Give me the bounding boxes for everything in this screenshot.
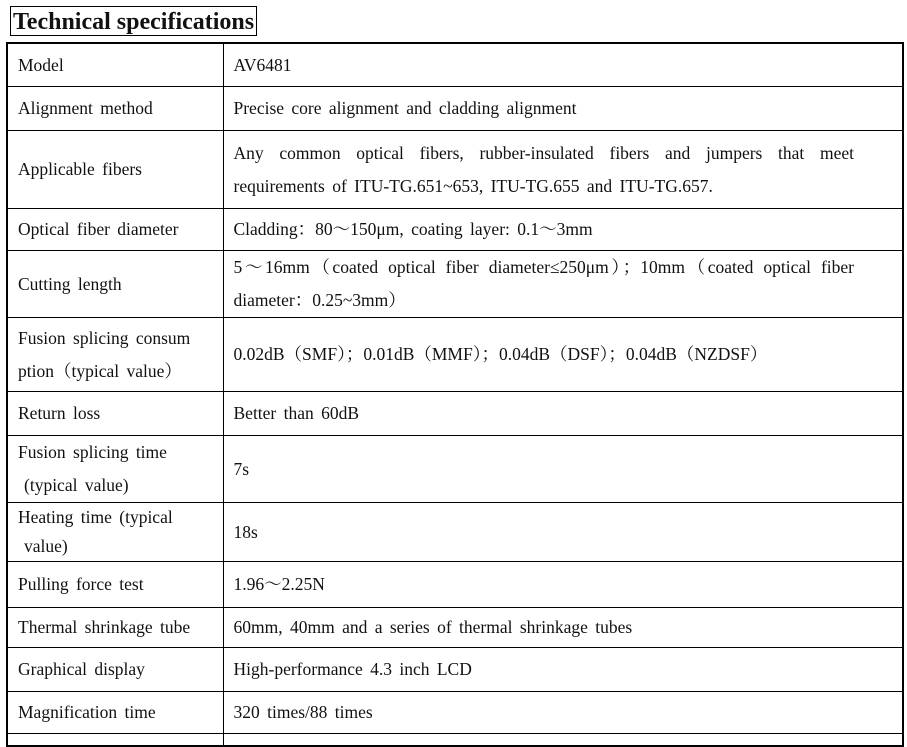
spec-label: Thermal shrinkage tube [7, 608, 223, 648]
spec-label-line: Fusion splicing time [18, 442, 167, 462]
spec-value: 1.96～2.25N [223, 562, 903, 608]
spec-value: 320 times/88 times [223, 692, 903, 734]
table-row [7, 692, 903, 734]
page-title: Technical specifications [10, 6, 257, 36]
spec-value: Cladding：80～150μm, coating layer: 0.1～3mm [223, 209, 903, 251]
spec-label [7, 436, 223, 503]
spec-label: Return loss [7, 392, 223, 436]
spec-label-line: value) [24, 536, 68, 556]
table-row [7, 648, 903, 692]
table-row [7, 392, 903, 436]
table-row [7, 131, 903, 209]
spec-label: Magnification time [7, 692, 223, 734]
table-row [7, 562, 903, 608]
spec-label: Pulling force test [7, 562, 223, 608]
spec-label-line: (typical value) [24, 475, 129, 495]
spec-value [223, 734, 903, 746]
spec-label: Alignment method [7, 87, 223, 131]
spec-value: 5～16mm（coated optical fiber diameter≤250μm）；10mm（coated optical fiber diameter：0.25~3mm） [223, 251, 903, 318]
spec-value: 60mm, 40mm and a series of thermal shrinkage tubes [223, 608, 903, 648]
table-row [7, 87, 903, 131]
spec-label-line: Heating time (typical [18, 507, 173, 527]
table-row [7, 251, 903, 318]
spec-value: Any common optical fibers, rubber-insulated fibers and jumpers that meet requirements of ITU-TG.651~653, ITU-TG.655 and ITU-TG.657. [223, 131, 903, 209]
table-row [7, 318, 903, 392]
specifications-table [6, 42, 904, 747]
table-row [7, 43, 903, 87]
spec-value: 0.02dB（SMF）；0.01dB（MMF）；0.04dB（DSF）；0.04dB（NZDSF） [223, 318, 903, 392]
spec-value: High-performance 4.3 inch LCD [223, 648, 903, 692]
spec-label: Model [7, 43, 223, 87]
spec-value: Precise core alignment and cladding alignment [223, 87, 903, 131]
spec-label [7, 503, 223, 562]
table-row [7, 734, 903, 746]
spec-label: Graphical display [7, 648, 223, 692]
spec-label: Applicable fibers [7, 131, 223, 209]
spec-label [7, 734, 223, 746]
spec-label: Optical fiber diameter [7, 209, 223, 251]
spec-value: 18s [223, 503, 903, 562]
spec-value: Better than 60dB [223, 392, 903, 436]
spec-label: Cutting length [7, 251, 223, 318]
table-row [7, 503, 903, 562]
table-row [7, 608, 903, 648]
table-row [7, 209, 903, 251]
spec-label [7, 318, 223, 392]
spec-value: 7s [223, 436, 903, 503]
spec-label-line: Fusion splicing consum [18, 327, 191, 348]
table-row [7, 436, 903, 503]
spec-value: AV6481 [223, 43, 903, 87]
spec-label-line: ption（typical value） [18, 360, 182, 381]
